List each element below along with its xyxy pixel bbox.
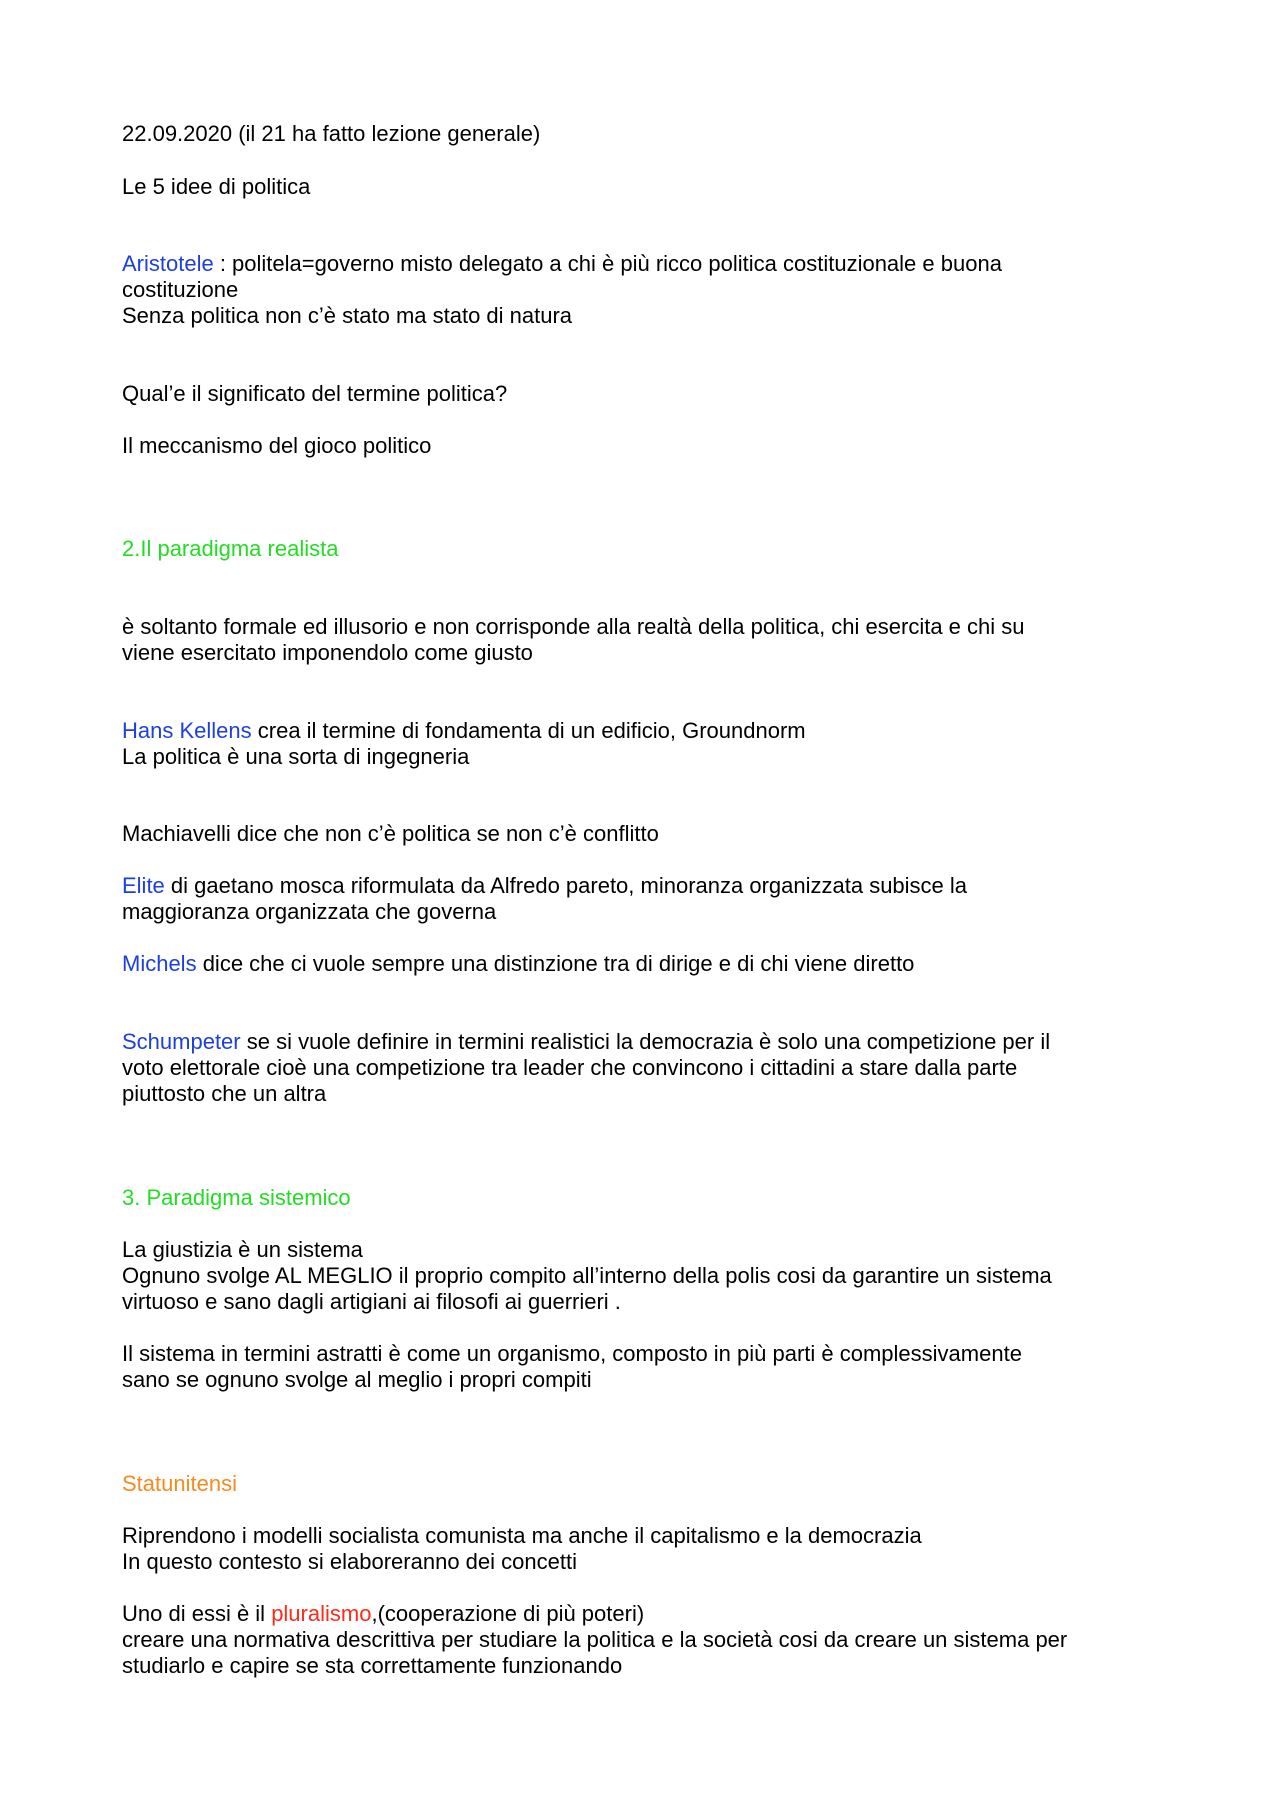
organism-line2: sano se ognuno svolge al meglio i propri compiti [122,1367,592,1392]
organism-paragraph [122,1341,1182,1393]
pluralism-word: pluralismo [271,1601,372,1626]
michels-text: dice che ci vuole sempre una distinzione tra di dirige e di chi viene diretto [196,951,915,976]
kellens-line2: La politica è una sorta di ingegneria [122,744,470,769]
intro-title [122,174,1182,200]
kellens-name: Hans Kellens [122,718,252,743]
section3-heading-text: 3. Paradigma sistemico [122,1185,351,1210]
schumpeter-line3: piuttosto che un altra [122,1081,327,1106]
elite-line2: maggioranza organizzata che governa [122,899,497,924]
schumpeter-text: se si vuole definire in termini realistici la democrazia è solo una competizione per il [240,1029,1051,1054]
organism-line1: Il sistema in termini astratti è come un organismo, composto in più parti è complessivamente [122,1341,1022,1366]
aristotele-name: Aristotele [122,251,214,276]
kellens-paragraph [122,718,1182,770]
michels-paragraph [122,951,1182,977]
statunitensi-heading-text: Statunitensi [122,1471,237,1496]
statunitensi-paragraph [122,1523,1182,1575]
pluralism-prefix: Uno di essi è il [122,1601,272,1626]
intro-title-text: Le 5 idee di politica [122,174,311,199]
section2-heading [122,536,1182,562]
realist-intro-paragraph [122,614,1182,666]
aristotele-line3: Senza politica non c’è stato ma stato di natura [122,303,573,328]
machiavelli-line [122,821,1182,847]
aristotele-text: : politela=governo misto delegato a chi è più ricco politica costituzionale e buona [213,251,1002,276]
michels-name: Michels [122,951,197,976]
aristotele-line2: costituzione [122,277,239,302]
question-text: Qual’e il significato del termine politica? [122,381,508,406]
pluralism-line2: creare una normativa descrittiva per studiare la politica e la società cosi da creare un sistema per [122,1627,1068,1652]
schumpeter-name: Schumpeter [122,1029,241,1054]
schumpeter-line2: voto elettorale cioè una competizione tra leader che convincono i cittadini a stare dalla parte [122,1055,1018,1080]
date-text: 22.09.2020 (il 21 ha fatto lezione generale) [122,121,541,146]
kellens-text: crea il termine di fondamenta di un edificio, Groundnorm [251,718,806,743]
statunitensi-line2: In questo contesto si elaboreranno dei concetti [122,1549,577,1574]
question-line [122,381,1182,407]
pluralism-paragraph [122,1601,1182,1679]
mechanism-line [122,433,1182,459]
date-line [122,121,1182,147]
pluralism-line3: studiarlo e capire se sta correttamente funzionando [122,1653,623,1678]
statunitensi-heading [122,1471,1182,1497]
elite-text: di gaetano mosca riformulata da Alfredo pareto, minoranza organizzata subisce la [164,873,968,898]
machiavelli-text: Machiavelli dice che non c’è politica se non c’è conflitto [122,821,659,846]
elite-paragraph [122,873,1182,925]
systemic-line3: virtuoso e sano dagli artigiani ai filosofi ai guerrieri . [122,1289,621,1314]
section3-heading [122,1185,1182,1211]
mechanism-text: Il meccanismo del gioco politico [122,433,432,458]
statunitensi-line1: Riprendono i modelli socialista comunista ma anche il capitalismo e la democrazia [122,1523,922,1548]
systemic-paragraph [122,1237,1182,1315]
realist-intro-line1: è soltanto formale ed illusorio e non corrisponde alla realtà della politica, chi esercita e chi su [122,614,1025,639]
realist-intro-line2: viene esercitato imponendolo come giusto [122,640,533,665]
section2-heading-text: 2.Il paradigma realista [122,536,339,561]
pluralism-suffix: ,(cooperazione di più poteri) [371,1601,645,1626]
aristotele-paragraph [122,251,1182,329]
systemic-line1: La giustizia è un sistema [122,1237,363,1262]
systemic-line2: Ognuno svolge AL MEGLIO il proprio compito all’interno della polis cosi da garantire un sistema [122,1263,1052,1288]
schumpeter-paragraph [122,1029,1182,1107]
elite-name: Elite [122,873,165,898]
